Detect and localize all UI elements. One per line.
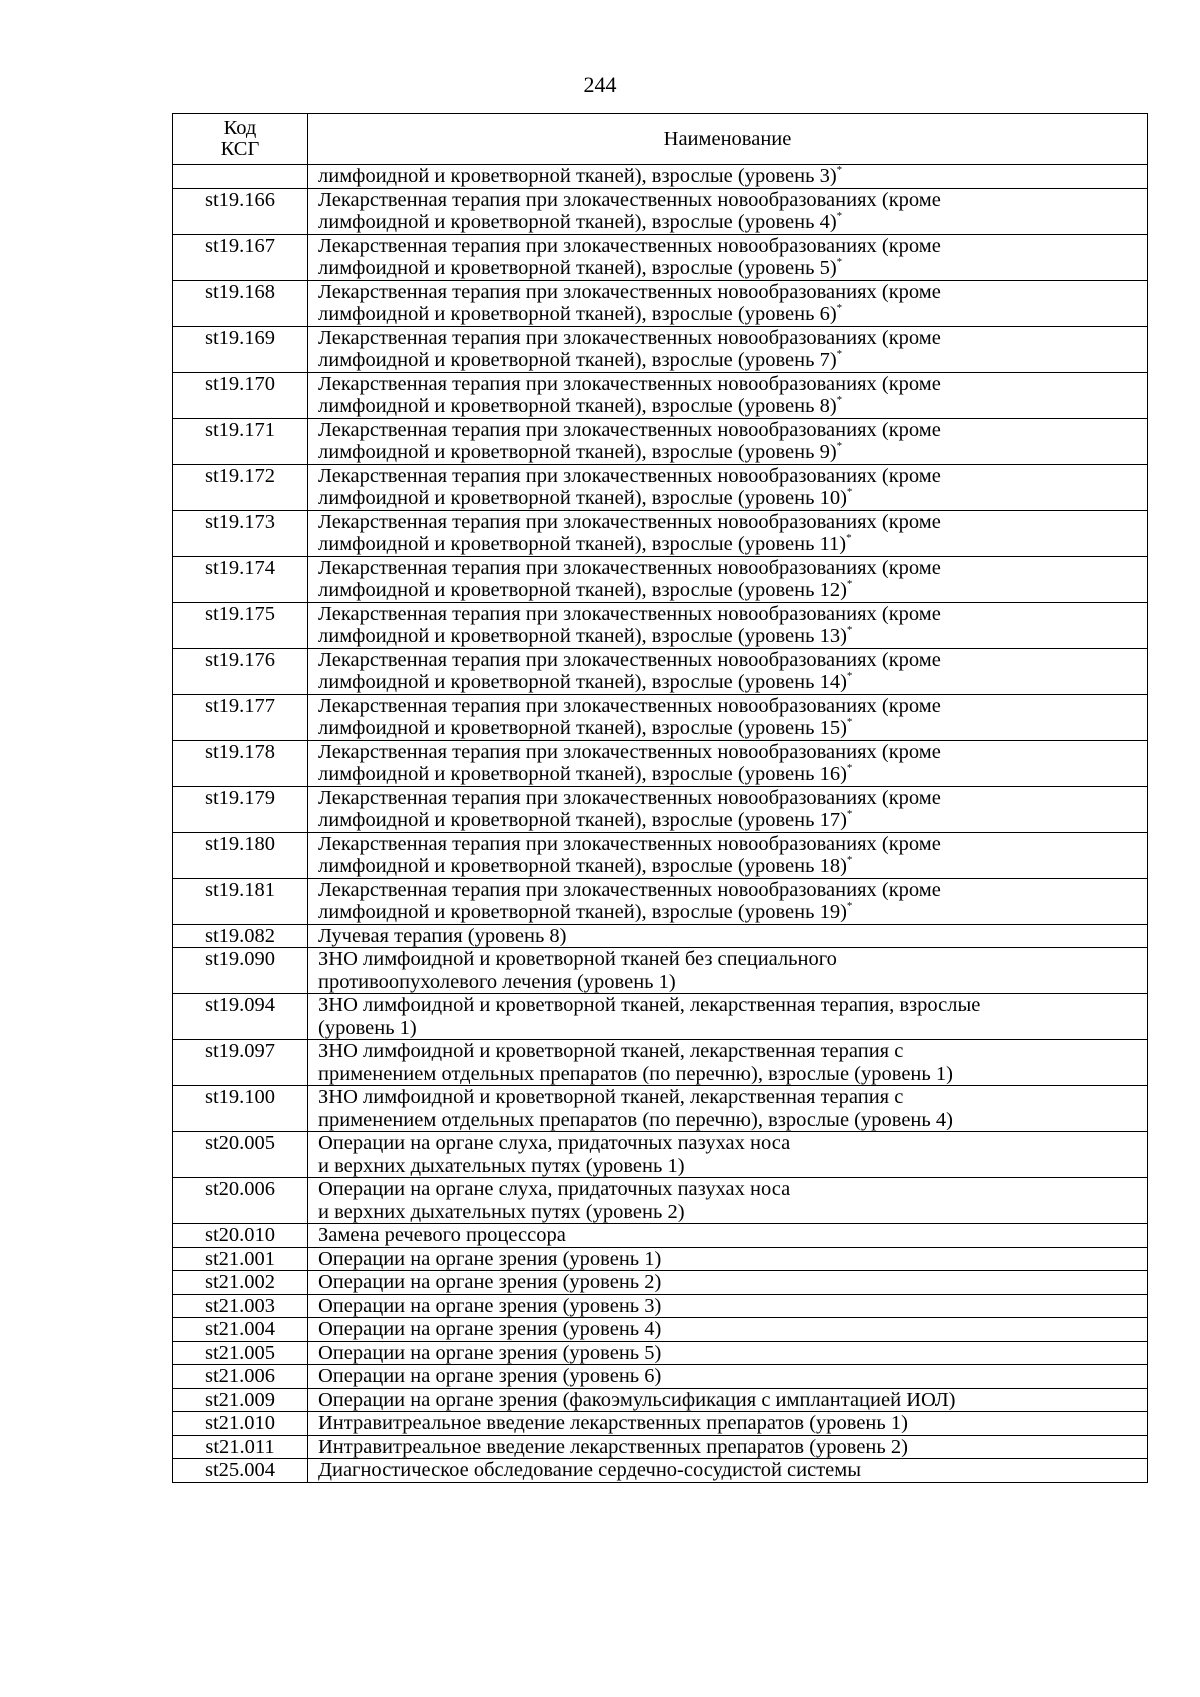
table-row: [173, 648, 1148, 694]
name-line-text: применением отдельных препаратов (по перечню), взрослые (уровень 1): [318, 1062, 953, 1085]
name-line: [318, 257, 1138, 280]
ksg-code-cell: st19.175: [173, 602, 308, 648]
name-line: [318, 649, 1138, 672]
name-line-text: Операции на органе зрения (уровень 3): [318, 1294, 662, 1317]
name-line: [318, 189, 1138, 212]
footnote-mark: *: [846, 900, 853, 912]
name-line: [318, 1201, 1138, 1224]
name-line-text: лимфоидной и кроветворной тканей), взрослые (уровень 10): [318, 487, 847, 509]
ksg-code-cell: st19.172: [173, 464, 308, 510]
header-row: [173, 114, 1148, 165]
name-line: [318, 1017, 1138, 1040]
ksg-code-cell: st19.094: [173, 994, 308, 1040]
name-line: [318, 971, 1138, 994]
ksg-code-cell: st19.181: [173, 878, 308, 924]
table-row: [173, 832, 1148, 878]
name-line: [318, 994, 1138, 1017]
footnote-mark: *: [836, 256, 843, 268]
ksg-name-cell: [308, 832, 1148, 878]
table-row: [173, 694, 1148, 740]
name-line-text: противоопухолевого лечения (уровень 1): [318, 970, 676, 993]
name-line: [318, 465, 1138, 488]
name-line: [318, 349, 1138, 372]
table-row: [173, 1459, 1148, 1483]
name-line-text: Интравитреальное введение лекарственных препаратов (уровень 2): [318, 1435, 908, 1458]
ksg-code-cell: st19.171: [173, 418, 308, 464]
name-line: [318, 281, 1138, 304]
footnote-mark: *: [846, 486, 853, 498]
name-line: [318, 925, 1138, 948]
footnote-mark: *: [836, 348, 843, 360]
ksg-name-cell: [308, 786, 1148, 832]
name-line-text: Операции на органе зрения (факоэмульсификация с имплантацией ИОЛ): [318, 1388, 956, 1411]
name-line-text: Лекарственная терапия при злокачественных новообразованиях (кроме: [318, 556, 941, 579]
name-line-text: лимфоидной и кроветворной тканей), взрослые (уровень 14): [318, 671, 847, 693]
name-line: [318, 373, 1138, 396]
table-row: [173, 924, 1148, 948]
table-body: [173, 165, 1148, 1483]
name-line-text: лимфоидной и кроветворной тканей), взрослые (уровень 5): [318, 257, 837, 279]
ksg-table: [172, 113, 1148, 1483]
name-line-text: и верхних дыхательных путях (уровень 2): [318, 1200, 685, 1223]
name-line: [318, 1155, 1138, 1178]
name-line-text: ЗНО лимфоидной и кроветворной тканей, лекарственная терапия с: [318, 1086, 904, 1108]
name-line: [318, 1459, 1138, 1482]
name-line: [318, 1109, 1138, 1132]
name-line: [318, 695, 1138, 718]
ksg-name-cell: [308, 924, 1148, 948]
ksg-name-cell: [308, 602, 1148, 648]
name-line: [318, 763, 1138, 786]
table-row: [173, 556, 1148, 602]
ksg-name-cell: [308, 418, 1148, 464]
name-line-text: Операции на органе зрения (уровень 5): [318, 1341, 662, 1364]
name-line: [318, 395, 1138, 418]
table-row: [173, 1132, 1148, 1178]
name-line: [318, 1224, 1138, 1247]
name-line-text: Лекарственная терапия при злокачественных новообразованиях (кроме: [318, 694, 941, 717]
footnote-mark: *: [836, 210, 843, 222]
ksg-code-cell: st25.004: [173, 1459, 308, 1483]
name-line-text: Лекарственная терапия при злокачественных новообразованиях (кроме: [318, 280, 941, 303]
name-line-text: Операции на органе слуха, придаточных пазухах носа: [318, 1178, 791, 1200]
table-row: [173, 510, 1148, 556]
ksg-name-cell: [308, 1132, 1148, 1178]
name-line-text: Операции на органе зрения (уровень 6): [318, 1365, 662, 1387]
name-line-text: Лекарственная терапия при злокачественных новообразованиях (кроме: [318, 188, 941, 211]
ksg-code-cell: st20.005: [173, 1132, 308, 1178]
table-row: [173, 1318, 1148, 1342]
ksg-name-cell: [308, 464, 1148, 510]
name-line-text: лимфоидной и кроветворной тканей), взрослые (уровень 8): [318, 395, 837, 417]
ksg-name-cell: [308, 994, 1148, 1040]
name-line-text: лимфоидной и кроветворной тканей), взрослые (уровень 7): [318, 349, 837, 371]
name-line-text: лимфоидной и кроветворной тканей), взрослые (уровень 11): [318, 533, 847, 555]
name-line: [318, 741, 1138, 764]
table-row: [173, 1365, 1148, 1389]
name-line-text: лимфоидной и кроветворной тканей), взрослые (уровень 19): [318, 901, 847, 923]
table-row: [173, 786, 1148, 832]
table-row: [173, 1388, 1148, 1412]
name-line-text: Лекарственная терапия при злокачественных новообразованиях (кроме: [318, 418, 941, 441]
ksg-name-cell: [308, 648, 1148, 694]
ksg-code-cell: st20.006: [173, 1178, 308, 1224]
ksg-code-cell: st19.090: [173, 948, 308, 994]
ksg-name-cell: [308, 1294, 1148, 1318]
table-row: [173, 372, 1148, 418]
ksg-name-cell: [308, 878, 1148, 924]
name-line: [318, 511, 1138, 534]
name-line: [318, 1365, 1138, 1388]
table-row: [173, 234, 1148, 280]
name-line: [318, 1040, 1138, 1063]
name-line: [318, 579, 1138, 602]
ksg-name-cell: [308, 234, 1148, 280]
name-line-text: лимфоидной и кроветворной тканей), взрослые (уровень 4): [318, 211, 837, 233]
ksg-name-cell: [308, 694, 1148, 740]
ksg-code-cell: st19.100: [173, 1086, 308, 1132]
name-line-text: Операции на органе зрения (уровень 1): [318, 1247, 662, 1270]
ksg-name-cell: [308, 740, 1148, 786]
ksg-name-cell: [308, 1178, 1148, 1224]
ksg-code-cell: st19.180: [173, 832, 308, 878]
ksg-code-cell: st20.010: [173, 1224, 308, 1248]
name-line: [318, 1271, 1138, 1294]
name-line: [318, 557, 1138, 580]
name-line-text: ЗНО лимфоидной и кроветворной тканей без специального: [318, 948, 837, 970]
ksg-code-cell: st19.168: [173, 280, 308, 326]
name-line-text: Лекарственная терапия при злокачественных новообразованиях (кроме: [318, 372, 941, 395]
ksg-code-cell: st19.169: [173, 326, 308, 372]
name-line: [318, 625, 1138, 648]
ksg-name-cell: [308, 1388, 1148, 1412]
header-code-line: КСГ: [220, 138, 260, 160]
header-code-line: Код: [223, 117, 257, 139]
name-line: [318, 855, 1138, 878]
name-line: [318, 948, 1138, 971]
name-line-text: лимфоидной и кроветворной тканей), взрослые (уровень 13): [318, 625, 847, 647]
ksg-code-cell: st21.011: [173, 1435, 308, 1459]
name-line-text: лимфоидной и кроветворной тканей), взрослые (уровень 17): [318, 809, 847, 831]
ksg-name-cell: [308, 280, 1148, 326]
table-row: [173, 1294, 1148, 1318]
name-line: [318, 1178, 1138, 1201]
name-line: [318, 235, 1138, 258]
name-line-text: Лучевая терапия (уровень 8): [318, 924, 567, 947]
ksg-name-cell: [308, 1224, 1148, 1248]
table-row: [173, 280, 1148, 326]
footnote-mark: *: [846, 854, 853, 866]
table-row: [173, 1412, 1148, 1436]
name-line-text: лимфоидной и кроветворной тканей), взрослые (уровень 9): [318, 441, 837, 463]
name-line-text: лимфоидной и кроветворной тканей), взрослые (уровень 16): [318, 763, 847, 785]
name-line: [318, 879, 1138, 902]
ksg-code-cell: st19.178: [173, 740, 308, 786]
name-line: [318, 1295, 1138, 1318]
name-line-text: лимфоидной и кроветворной тканей), взрослые (уровень 3): [318, 165, 837, 187]
name-line-text: (уровень 1): [318, 1016, 417, 1039]
name-line: [318, 441, 1138, 464]
name-line-text: Операции на органе зрения (уровень 2): [318, 1271, 662, 1293]
footnote-mark: *: [846, 716, 853, 728]
name-line: [318, 1342, 1138, 1365]
name-line-text: лимфоидной и кроветворной тканей), взрослые (уровень 18): [318, 855, 847, 877]
table-row: [173, 188, 1148, 234]
ksg-name-cell: [308, 326, 1148, 372]
ksg-code-cell: st21.003: [173, 1294, 308, 1318]
footnote-mark: *: [846, 762, 853, 774]
table-row: [173, 948, 1148, 994]
name-line-text: и верхних дыхательных путях (уровень 1): [318, 1154, 685, 1177]
name-line: [318, 303, 1138, 326]
ksg-name-cell: [308, 372, 1148, 418]
ksg-name-cell: [308, 188, 1148, 234]
name-line: [318, 533, 1138, 556]
ksg-name-cell: [308, 948, 1148, 994]
ksg-name-cell: [308, 556, 1148, 602]
table-row: [173, 1086, 1148, 1132]
ksg-code-cell: st19.097: [173, 1040, 308, 1086]
ksg-name-cell: [308, 1435, 1148, 1459]
table-header: [173, 114, 1148, 165]
name-line-text: ЗНО лимфоидной и кроветворной тканей, лекарственная терапия с: [318, 1040, 904, 1062]
ksg-code-cell: st19.177: [173, 694, 308, 740]
table-row: [173, 1040, 1148, 1086]
ksg-code-cell: st19.173: [173, 510, 308, 556]
name-line-text: ЗНО лимфоидной и кроветворной тканей, лекарственная терапия, взрослые: [318, 994, 981, 1016]
name-line-text: Диагностическое обследование сердечно-сосудистой системы: [318, 1459, 862, 1481]
name-line: [318, 327, 1138, 350]
ksg-name-cell: [308, 1459, 1148, 1483]
ksg-code-cell: st19.179: [173, 786, 308, 832]
name-line: [318, 1436, 1138, 1459]
name-line: [318, 419, 1138, 442]
table-row: [173, 1435, 1148, 1459]
name-line-text: Лекарственная терапия при злокачественных новообразованиях (кроме: [318, 740, 941, 763]
page-number: 244: [583, 72, 617, 97]
name-line: [318, 1132, 1138, 1155]
name-line: [318, 1412, 1138, 1435]
ksg-code-cell: st19.167: [173, 234, 308, 280]
name-line-text: Замена речевого процессора: [318, 1224, 566, 1246]
table-row: [173, 418, 1148, 464]
ksg-name-cell: [308, 1365, 1148, 1389]
ksg-code-cell: [173, 165, 308, 189]
ksg-code-cell: st21.010: [173, 1412, 308, 1436]
footnote-mark: *: [846, 670, 853, 682]
table-row: [173, 602, 1148, 648]
footnote-mark: *: [846, 578, 853, 590]
table-row: [173, 1247, 1148, 1271]
ksg-code-cell: st21.002: [173, 1271, 308, 1295]
ksg-code-cell: st21.004: [173, 1318, 308, 1342]
table-row: [173, 165, 1148, 189]
footnote-mark: *: [846, 624, 853, 636]
name-line-text: лимфоидной и кроветворной тканей), взрослые (уровень 15): [318, 717, 847, 739]
footnote-mark: *: [836, 394, 843, 406]
name-line-text: Интравитреальное введение лекарственных препаратов (уровень 1): [318, 1412, 908, 1434]
ksg-name-cell: [308, 510, 1148, 556]
table-row: [173, 464, 1148, 510]
name-line: [318, 487, 1138, 510]
name-line-text: Операции на органе слуха, придаточных пазухах носа: [318, 1132, 791, 1154]
name-line: [318, 809, 1138, 832]
ksg-code-cell: st21.005: [173, 1341, 308, 1365]
name-line: [318, 787, 1138, 810]
ksg-code-cell: st19.082: [173, 924, 308, 948]
name-line: [318, 1389, 1138, 1412]
name-line: [318, 1063, 1138, 1086]
ksg-code-cell: st21.006: [173, 1365, 308, 1389]
ksg-code-cell: st21.001: [173, 1247, 308, 1271]
name-line-text: лимфоидной и кроветворной тканей), взрослые (уровень 12): [318, 579, 847, 601]
name-line: [318, 603, 1138, 626]
name-line: [318, 165, 1138, 188]
name-line-text: Лекарственная терапия при злокачественных новообразованиях (кроме: [318, 786, 941, 809]
name-line: [318, 1086, 1138, 1109]
ksg-name-cell: [308, 1271, 1148, 1295]
name-line-text: Лекарственная терапия при злокачественных новообразованиях (кроме: [318, 832, 941, 855]
table-row: [173, 326, 1148, 372]
name-line: [318, 1248, 1138, 1271]
header-name: Наименование: [308, 114, 1148, 165]
name-line-text: Лекарственная терапия при злокачественных новообразованиях (кроме: [318, 878, 941, 901]
table-row: [173, 994, 1148, 1040]
name-line: [318, 211, 1138, 234]
ksg-name-cell: [308, 1086, 1148, 1132]
name-line-text: Лекарственная терапия при злокачественных новообразованиях (кроме: [318, 648, 941, 671]
name-line-text: Лекарственная терапия при злокачественных новообразованиях (кроме: [318, 234, 941, 257]
ksg-name-cell: [308, 165, 1148, 189]
table-row: [173, 1271, 1148, 1295]
ksg-code-cell: st19.170: [173, 372, 308, 418]
footnote-mark: *: [846, 532, 852, 544]
table-row: [173, 1341, 1148, 1365]
ksg-name-cell: [308, 1247, 1148, 1271]
name-line-text: Операции на органе зрения (уровень 4): [318, 1318, 662, 1340]
ksg-code-cell: st19.176: [173, 648, 308, 694]
name-line-text: Лекарственная терапия при злокачественных новообразованиях (кроме: [318, 464, 941, 487]
table-row: [173, 1224, 1148, 1248]
name-line-text: Лекарственная терапия при злокачественных новообразованиях (кроме: [318, 510, 941, 533]
ksg-code-cell: st19.166: [173, 188, 308, 234]
name-line-text: применением отдельных препаратов (по перечню), взрослые (уровень 4): [318, 1108, 953, 1131]
table-row: [173, 1178, 1148, 1224]
header-code: [173, 114, 308, 165]
footnote-mark: *: [846, 808, 853, 820]
footnote-mark: *: [836, 164, 843, 176]
name-line-text: Лекарственная терапия при злокачественных новообразованиях (кроме: [318, 326, 941, 349]
name-line-text: лимфоидной и кроветворной тканей), взрослые (уровень 6): [318, 303, 837, 325]
name-line: [318, 833, 1138, 856]
ksg-name-cell: [308, 1341, 1148, 1365]
footnote-mark: *: [836, 440, 843, 452]
name-line-text: Лекарственная терапия при злокачественных новообразованиях (кроме: [318, 602, 941, 625]
ksg-code-cell: st21.009: [173, 1388, 308, 1412]
table-row: [173, 740, 1148, 786]
ksg-code-cell: st19.174: [173, 556, 308, 602]
ksg-name-cell: [308, 1318, 1148, 1342]
name-line: [318, 671, 1138, 694]
name-line: [318, 901, 1138, 924]
ksg-name-cell: [308, 1412, 1148, 1436]
name-line: [318, 1318, 1138, 1341]
name-line: [318, 717, 1138, 740]
table-row: [173, 878, 1148, 924]
footnote-mark: *: [836, 302, 843, 314]
ksg-name-cell: [308, 1040, 1148, 1086]
